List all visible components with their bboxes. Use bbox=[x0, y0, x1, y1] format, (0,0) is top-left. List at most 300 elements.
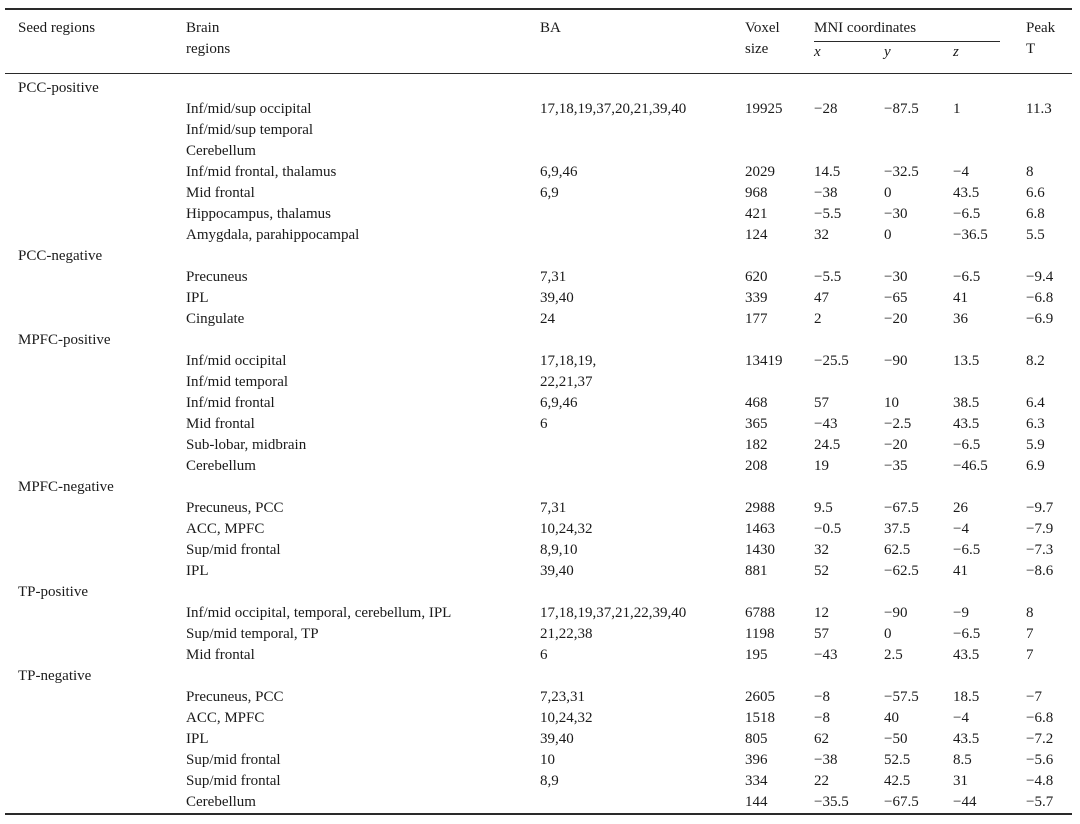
brain-regions-cell bbox=[186, 687, 540, 708]
seed-region-row bbox=[5, 582, 1072, 603]
brain-region-line: Inf/mid occipital, temporal, cerebellum, IPL bbox=[186, 605, 452, 621]
brain-regions-cell bbox=[186, 435, 540, 456]
seed-region-spacer-cell bbox=[5, 435, 186, 456]
seed-region-spacer-cell bbox=[5, 603, 186, 624]
column-header-ba: BA bbox=[540, 9, 745, 74]
voxel-size-cell: 2029 bbox=[745, 164, 775, 180]
peak-t-cell: −9.4 bbox=[1026, 269, 1054, 285]
voxel-size-cell: 339 bbox=[745, 290, 768, 306]
voxel-size-cell: 208 bbox=[745, 458, 768, 474]
brain-regions-cell bbox=[186, 309, 540, 330]
ba-line: 22,21,37 bbox=[540, 374, 593, 390]
table-row bbox=[5, 393, 1072, 414]
table-row bbox=[5, 792, 1072, 814]
table-row bbox=[5, 204, 1072, 225]
mni-x-cell: −28 bbox=[814, 101, 838, 117]
mni-z-cell: 41 bbox=[953, 290, 968, 306]
seed-region-spacer-cell bbox=[5, 708, 186, 729]
seed-region-label: PCC-negative bbox=[18, 248, 103, 264]
mni-y-cell: 0 bbox=[884, 185, 892, 201]
seed-region-spacer-cell bbox=[5, 456, 186, 477]
voxel-size-cell: 468 bbox=[745, 395, 768, 411]
peak-t-cell: −6.8 bbox=[1026, 710, 1054, 726]
mni-x-cell: −43 bbox=[814, 416, 838, 432]
voxel-size-cell: 2988 bbox=[745, 500, 775, 516]
seed-region-spacer-cell bbox=[5, 204, 186, 225]
mni-y-cell: −20 bbox=[884, 311, 908, 327]
table-row bbox=[5, 414, 1072, 435]
table-row bbox=[5, 225, 1072, 246]
voxel-size-cell: 124 bbox=[745, 227, 768, 243]
ba-line: 39,40 bbox=[540, 731, 574, 747]
ba-line: 17,18,19,37,20,21,39,40 bbox=[540, 101, 687, 117]
brain-region-line: Sup/mid frontal bbox=[186, 542, 281, 558]
table-row bbox=[5, 729, 1072, 750]
seed-region-spacer-cell bbox=[5, 729, 186, 750]
peak-t-cell: 6.3 bbox=[1026, 416, 1045, 432]
peak-t-cell: 8.2 bbox=[1026, 353, 1045, 369]
mni-x-cell: 22 bbox=[814, 773, 829, 789]
mni-x-cell: 52 bbox=[814, 563, 829, 579]
brain-region-line: Sup/mid frontal bbox=[186, 773, 281, 789]
brain-regions-cell bbox=[186, 645, 540, 666]
mni-x-cell: −25.5 bbox=[814, 353, 849, 369]
voxel-size-cell: 144 bbox=[745, 794, 768, 810]
ba-line: 8,9 bbox=[540, 773, 559, 789]
results-table bbox=[5, 8, 1072, 815]
ba-line: 24 bbox=[540, 311, 555, 327]
seed-region-spacer-cell bbox=[5, 162, 186, 183]
column-header-seed-regions: Seed regions bbox=[5, 9, 186, 74]
voxel-size-cell: 1518 bbox=[745, 710, 775, 726]
mni-x-cell: −8 bbox=[814, 710, 830, 726]
seed-region-label: PCC-positive bbox=[18, 80, 99, 96]
seed-region-spacer-cell bbox=[5, 351, 186, 393]
mni-z-cell: 43.5 bbox=[953, 416, 980, 432]
seed-region-spacer-cell bbox=[5, 540, 186, 561]
brain-region-line: Inf/mid frontal, thalamus bbox=[186, 164, 337, 180]
column-header-y: y bbox=[884, 42, 953, 74]
ba-cell bbox=[540, 624, 745, 645]
table-row bbox=[5, 267, 1072, 288]
brain-regions-cell bbox=[186, 603, 540, 624]
seed-region-spacer-cell bbox=[5, 393, 186, 414]
voxel-size-cell: 1430 bbox=[745, 542, 775, 558]
voxel-size-cell: 881 bbox=[745, 563, 768, 579]
mni-x-cell: 12 bbox=[814, 605, 829, 621]
mni-z-cell: 1 bbox=[953, 101, 961, 117]
peak-t-cell: −8.6 bbox=[1026, 563, 1054, 579]
ba-cell bbox=[540, 351, 745, 393]
seed-region-spacer-cell bbox=[5, 183, 186, 204]
mni-z-cell: −46.5 bbox=[953, 458, 988, 474]
voxel-size-cell: 177 bbox=[745, 311, 768, 327]
mni-z-cell: −6.5 bbox=[953, 206, 981, 222]
seed-region-spacer-cell bbox=[5, 771, 186, 792]
mni-y-cell: −62.5 bbox=[884, 563, 919, 579]
table-body bbox=[5, 74, 1072, 815]
ba-cell bbox=[540, 687, 745, 708]
column-header-voxel-line2: size bbox=[745, 41, 769, 57]
mni-x-cell: −5.5 bbox=[814, 269, 842, 285]
header-row-main bbox=[5, 9, 1072, 42]
mni-y-cell: 0 bbox=[884, 626, 892, 642]
brain-regions-cell bbox=[186, 414, 540, 435]
brain-region-line: Mid frontal bbox=[186, 416, 255, 432]
seed-region-spacer-cell bbox=[5, 288, 186, 309]
peak-t-cell: 7 bbox=[1026, 626, 1034, 642]
brain-region-line: Cerebellum bbox=[186, 458, 256, 474]
ba-cell bbox=[540, 540, 745, 561]
table-row bbox=[5, 288, 1072, 309]
mni-y-cell: 2.5 bbox=[884, 647, 903, 663]
brain-region-line: Sup/mid frontal bbox=[186, 752, 281, 768]
ba-cell bbox=[540, 498, 745, 519]
brain-region-line: Mid frontal bbox=[186, 647, 255, 663]
ba-line: 7,31 bbox=[540, 269, 567, 285]
brain-region-line: Mid frontal bbox=[186, 185, 255, 201]
peak-t-cell: −5.7 bbox=[1026, 794, 1054, 810]
table-row bbox=[5, 624, 1072, 645]
mni-z-cell: −4 bbox=[953, 521, 969, 537]
seed-region-row bbox=[5, 74, 1072, 100]
ba-line: 10 bbox=[540, 752, 555, 768]
voxel-size-cell: 182 bbox=[745, 437, 768, 453]
brain-region-line: Cingulate bbox=[186, 311, 245, 327]
ba-line: 10,24,32 bbox=[540, 710, 593, 726]
table-header bbox=[5, 9, 1072, 74]
mni-z-cell: 26 bbox=[953, 500, 968, 516]
voxel-size-cell: 2605 bbox=[745, 689, 775, 705]
brain-regions-cell bbox=[186, 792, 540, 814]
voxel-size-cell: 195 bbox=[745, 647, 768, 663]
mni-x-cell: 2 bbox=[814, 311, 822, 327]
brain-regions-cell bbox=[186, 204, 540, 225]
brain-region-line: Cerebellum bbox=[186, 143, 256, 159]
seed-region-spacer-cell bbox=[5, 414, 186, 435]
mni-y-cell: −57.5 bbox=[884, 689, 919, 705]
ba-cell bbox=[540, 267, 745, 288]
table-row bbox=[5, 309, 1072, 330]
mni-y-cell: −35 bbox=[884, 458, 908, 474]
seed-region-spacer-cell bbox=[5, 225, 186, 246]
ba-cell bbox=[540, 561, 745, 582]
mni-x-cell: 62 bbox=[814, 731, 829, 747]
seed-region-spacer-cell bbox=[5, 561, 186, 582]
mni-z-cell: 36 bbox=[953, 311, 968, 327]
mni-x-cell: −38 bbox=[814, 752, 838, 768]
peak-t-cell: −7.9 bbox=[1026, 521, 1054, 537]
brain-region-line: Sub-lobar, midbrain bbox=[186, 437, 307, 453]
brain-region-line: ACC, MPFC bbox=[186, 521, 265, 537]
seed-region-spacer-cell bbox=[5, 645, 186, 666]
mni-z-cell: −6.5 bbox=[953, 437, 981, 453]
table-row bbox=[5, 687, 1072, 708]
peak-t-cell: −7.3 bbox=[1026, 542, 1054, 558]
table-row bbox=[5, 645, 1072, 666]
table-row bbox=[5, 99, 1072, 162]
seed-region-label: MPFC-positive bbox=[18, 332, 111, 348]
seed-region-spacer-cell bbox=[5, 687, 186, 708]
brain-region-line: ACC, MPFC bbox=[186, 710, 265, 726]
mni-z-cell: 41 bbox=[953, 563, 968, 579]
ba-line: 10,24,32 bbox=[540, 521, 593, 537]
ba-cell bbox=[540, 204, 745, 225]
voxel-size-cell: 620 bbox=[745, 269, 768, 285]
ba-line: 17,18,19, bbox=[540, 353, 597, 369]
column-header-peak-t bbox=[1026, 9, 1072, 74]
column-header-brain-line2: regions bbox=[186, 41, 231, 57]
brain-region-line: IPL bbox=[186, 290, 209, 306]
mni-z-cell: 8.5 bbox=[953, 752, 972, 768]
seed-region-spacer-cell bbox=[5, 99, 186, 162]
mni-y-cell: −32.5 bbox=[884, 164, 919, 180]
voxel-size-cell: 396 bbox=[745, 752, 768, 768]
brain-regions-cell bbox=[186, 708, 540, 729]
brain-region-line: Amygdala, parahippocampal bbox=[186, 227, 360, 243]
ba-cell bbox=[540, 414, 745, 435]
ba-cell bbox=[540, 708, 745, 729]
ba-cell bbox=[540, 603, 745, 624]
peak-t-cell: −6.9 bbox=[1026, 311, 1054, 327]
mni-x-cell: −8 bbox=[814, 689, 830, 705]
column-header-voxel-line1: Voxel bbox=[745, 20, 780, 36]
table-row bbox=[5, 561, 1072, 582]
brain-regions-cell bbox=[186, 225, 540, 246]
brain-regions-cell bbox=[186, 498, 540, 519]
ba-line: 7,31 bbox=[540, 500, 567, 516]
voxel-size-cell: 1198 bbox=[745, 626, 775, 642]
brain-regions-cell bbox=[186, 624, 540, 645]
brain-regions-cell bbox=[186, 351, 540, 393]
peak-t-cell: 6.8 bbox=[1026, 206, 1045, 222]
mni-z-cell: 18.5 bbox=[953, 689, 980, 705]
ba-line: 39,40 bbox=[540, 290, 574, 306]
brain-region-line: Inf/mid occipital bbox=[186, 353, 287, 369]
seed-region-spacer-cell bbox=[5, 309, 186, 330]
mni-z-cell: 38.5 bbox=[953, 395, 980, 411]
seed-region-label: TP-positive bbox=[18, 584, 88, 600]
mni-z-cell: 43.5 bbox=[953, 731, 980, 747]
mni-z-cell: −9 bbox=[953, 605, 969, 621]
mni-y-cell: 62.5 bbox=[884, 542, 911, 558]
seed-region-spacer-cell bbox=[5, 624, 186, 645]
ba-cell bbox=[540, 519, 745, 540]
mni-z-cell: 43.5 bbox=[953, 185, 980, 201]
brain-regions-cell bbox=[186, 729, 540, 750]
mni-y-cell: 0 bbox=[884, 227, 892, 243]
mni-y-cell: −67.5 bbox=[884, 794, 919, 810]
brain-regions-cell bbox=[186, 540, 540, 561]
table-row bbox=[5, 540, 1072, 561]
peak-t-cell: 6.9 bbox=[1026, 458, 1045, 474]
peak-t-cell: 8 bbox=[1026, 605, 1034, 621]
brain-region-line: IPL bbox=[186, 563, 209, 579]
ba-cell bbox=[540, 729, 745, 750]
mni-y-cell: −90 bbox=[884, 353, 908, 369]
seed-region-spacer-cell bbox=[5, 750, 186, 771]
ba-cell bbox=[540, 393, 745, 414]
ba-line: 21,22,38 bbox=[540, 626, 593, 642]
mni-x-cell: 47 bbox=[814, 290, 829, 306]
brain-regions-cell bbox=[186, 288, 540, 309]
brain-regions-cell bbox=[186, 393, 540, 414]
peak-t-cell: −7.2 bbox=[1026, 731, 1054, 747]
mni-y-cell: −30 bbox=[884, 269, 908, 285]
ba-line: 6,9,46 bbox=[540, 395, 578, 411]
ba-line: 6 bbox=[540, 416, 548, 432]
mni-y-cell: 40 bbox=[884, 710, 899, 726]
column-header-peak-line2: T bbox=[1026, 41, 1036, 57]
column-header-brain-line1: Brain bbox=[186, 20, 220, 36]
ba-cell bbox=[540, 288, 745, 309]
peak-t-cell: −7 bbox=[1026, 689, 1042, 705]
voxel-size-cell: 968 bbox=[745, 185, 768, 201]
brain-regions-cell bbox=[186, 267, 540, 288]
mni-x-cell: −35.5 bbox=[814, 794, 849, 810]
mni-coordinates-label: MNI coordinates bbox=[814, 18, 1000, 42]
mni-z-cell: 43.5 bbox=[953, 647, 980, 663]
mni-y-cell: −87.5 bbox=[884, 101, 919, 117]
brain-regions-cell bbox=[186, 519, 540, 540]
mni-y-cell: −50 bbox=[884, 731, 908, 747]
mni-z-cell: −4 bbox=[953, 710, 969, 726]
brain-regions-cell bbox=[186, 456, 540, 477]
brain-region-line: Inf/mid temporal bbox=[186, 374, 289, 390]
mni-x-cell: 19 bbox=[814, 458, 829, 474]
column-header-brain-regions bbox=[186, 9, 540, 74]
ba-cell bbox=[540, 162, 745, 183]
table-row bbox=[5, 498, 1072, 519]
mni-z-cell: 31 bbox=[953, 773, 968, 789]
brain-region-line: Cerebellum bbox=[186, 794, 256, 810]
peak-t-cell: −6.8 bbox=[1026, 290, 1054, 306]
seed-region-label: TP-negative bbox=[18, 668, 92, 684]
mni-x-cell: 57 bbox=[814, 626, 829, 642]
brain-region-line: Inf/mid/sup occipital bbox=[186, 101, 312, 117]
brain-region-line: Inf/mid/sup temporal bbox=[186, 122, 314, 138]
voxel-size-cell: 6788 bbox=[745, 605, 775, 621]
mni-y-cell: 37.5 bbox=[884, 521, 911, 537]
brain-region-line: Precuneus, PCC bbox=[186, 689, 284, 705]
mni-z-cell: −4 bbox=[953, 164, 969, 180]
peak-t-cell: 8 bbox=[1026, 164, 1034, 180]
ba-cell bbox=[540, 183, 745, 204]
mni-y-cell: 52.5 bbox=[884, 752, 911, 768]
table-row bbox=[5, 435, 1072, 456]
peak-t-cell: −4.8 bbox=[1026, 773, 1054, 789]
peak-t-cell: 7 bbox=[1026, 647, 1034, 663]
table-row bbox=[5, 183, 1072, 204]
table-row bbox=[5, 708, 1072, 729]
table-row bbox=[5, 162, 1072, 183]
peak-t-cell: −5.6 bbox=[1026, 752, 1054, 768]
table-row bbox=[5, 771, 1072, 792]
ba-line: 7,23,31 bbox=[540, 689, 585, 705]
table-row bbox=[5, 750, 1072, 771]
ba-cell bbox=[540, 645, 745, 666]
mni-y-cell: −67.5 bbox=[884, 500, 919, 516]
ba-cell bbox=[540, 435, 745, 456]
column-header-mni-coordinates bbox=[814, 9, 1026, 42]
mni-y-cell: −90 bbox=[884, 605, 908, 621]
mni-x-cell: 24.5 bbox=[814, 437, 841, 453]
voxel-size-cell: 19925 bbox=[745, 101, 783, 117]
seed-region-row bbox=[5, 477, 1072, 498]
seed-region-spacer-cell bbox=[5, 498, 186, 519]
mni-x-cell: −43 bbox=[814, 647, 838, 663]
mni-z-cell: −44 bbox=[953, 794, 977, 810]
voxel-size-cell: 421 bbox=[745, 206, 768, 222]
brain-regions-cell bbox=[186, 183, 540, 204]
peak-t-cell: −9.7 bbox=[1026, 500, 1054, 516]
mni-y-cell: −65 bbox=[884, 290, 908, 306]
ba-line: 6 bbox=[540, 647, 548, 663]
mni-z-cell: 13.5 bbox=[953, 353, 980, 369]
table-row bbox=[5, 456, 1072, 477]
column-header-peak-line1: Peak bbox=[1026, 20, 1056, 36]
seed-region-row bbox=[5, 330, 1072, 351]
peak-t-cell: 6.4 bbox=[1026, 395, 1045, 411]
seed-region-spacer-cell bbox=[5, 792, 186, 814]
ba-cell bbox=[540, 792, 745, 814]
ba-line: 8,9,10 bbox=[540, 542, 578, 558]
voxel-size-cell: 805 bbox=[745, 731, 768, 747]
table-row bbox=[5, 351, 1072, 393]
column-header-z: z bbox=[953, 42, 1026, 74]
mni-x-cell: 14.5 bbox=[814, 164, 841, 180]
mni-z-cell: −6.5 bbox=[953, 269, 981, 285]
mni-x-cell: 9.5 bbox=[814, 500, 833, 516]
ba-cell bbox=[540, 225, 745, 246]
seed-region-label: MPFC-negative bbox=[18, 479, 114, 495]
mni-y-cell: −2.5 bbox=[884, 416, 912, 432]
seed-region-spacer-cell bbox=[5, 519, 186, 540]
table-row bbox=[5, 519, 1072, 540]
brain-region-line: Inf/mid frontal bbox=[186, 395, 275, 411]
mni-y-cell: 10 bbox=[884, 395, 899, 411]
seed-region-spacer-cell bbox=[5, 267, 186, 288]
ba-cell bbox=[540, 771, 745, 792]
voxel-size-cell: 13419 bbox=[745, 353, 783, 369]
brain-region-line: Precuneus bbox=[186, 269, 248, 285]
brain-regions-cell bbox=[186, 771, 540, 792]
voxel-size-cell: 1463 bbox=[745, 521, 775, 537]
ba-cell bbox=[540, 309, 745, 330]
brain-region-line: Precuneus, PCC bbox=[186, 500, 284, 516]
mni-z-cell: −36.5 bbox=[953, 227, 988, 243]
brain-region-line: IPL bbox=[186, 731, 209, 747]
brain-region-line: Hippocampus, thalamus bbox=[186, 206, 331, 222]
peak-t-cell: 5.5 bbox=[1026, 227, 1045, 243]
brain-region-line: Sup/mid temporal, TP bbox=[186, 626, 319, 642]
mni-x-cell: 32 bbox=[814, 227, 829, 243]
mni-z-cell: −6.5 bbox=[953, 542, 981, 558]
ba-cell bbox=[540, 99, 745, 162]
mni-y-cell: 42.5 bbox=[884, 773, 911, 789]
ba-line: 6,9 bbox=[540, 185, 559, 201]
ba-line: 39,40 bbox=[540, 563, 574, 579]
mni-x-cell: −0.5 bbox=[814, 521, 842, 537]
brain-regions-cell bbox=[186, 162, 540, 183]
seed-region-row bbox=[5, 666, 1072, 687]
mni-y-cell: −20 bbox=[884, 437, 908, 453]
voxel-size-cell: 365 bbox=[745, 416, 768, 432]
ba-line: 6,9,46 bbox=[540, 164, 578, 180]
peak-t-cell: 5.9 bbox=[1026, 437, 1045, 453]
brain-regions-cell bbox=[186, 561, 540, 582]
peak-t-cell: 11.3 bbox=[1026, 101, 1052, 117]
